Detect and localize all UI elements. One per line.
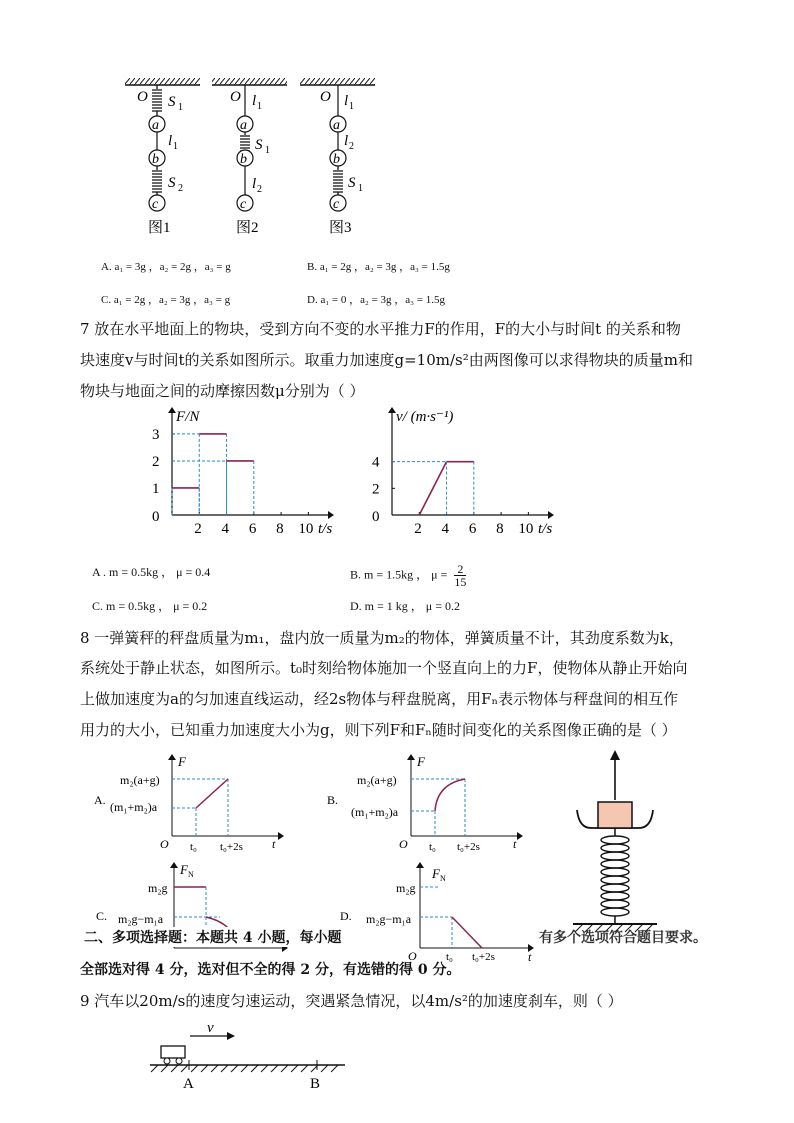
svg-text:2: 2: [178, 183, 183, 194]
q8-graph-a[interactable]: [90, 752, 290, 852]
svg-text:1: 1: [358, 183, 363, 194]
svg-text:A.: A.: [94, 793, 106, 807]
q8-stem-line-4: 用力的大小，已知重力加速度大小为g，则下列F和Fₙ随时间变化的关系图像正确的是（ ）: [80, 721, 677, 739]
svg-text:m₂g−m₁a: m₂g−m₁a: [366, 912, 412, 926]
figure-1-label: 图1: [148, 220, 171, 236]
svg-text:c: c: [152, 197, 159, 212]
svg-text:D.: D.: [340, 909, 352, 923]
svg-text:t₀: t₀: [446, 951, 453, 963]
svg-text:1: 1: [265, 145, 270, 156]
svg-text:2: 2: [349, 141, 354, 152]
svg-text:t: t: [528, 950, 532, 964]
force-chart-y-tick-label: 2: [152, 453, 160, 470]
svg-text:b: b: [333, 152, 340, 167]
svg-text:m₂(a+g): m₂(a+g): [120, 773, 160, 787]
svg-text:B.: B.: [327, 793, 339, 807]
svg-text:S: S: [168, 175, 176, 191]
svg-text:v: v: [207, 1020, 214, 1036]
q6-option-a[interactable]: A. a₁ = 3g ，a₂ = 2g ，a₃ = g: [101, 261, 231, 273]
svg-text:F: F: [178, 754, 186, 769]
svg-text:B: B: [310, 1076, 321, 1092]
force-chart-y-arrow: [168, 407, 176, 413]
svg-text:b: b: [152, 152, 159, 167]
svg-text:C.: C.: [96, 909, 108, 923]
section-2-heading-right: 有多个选项符合题目要求。: [539, 930, 707, 946]
svg-text:O: O: [230, 89, 241, 105]
q7-option-a[interactable]: A . m = 0.5kg ， μ = 0.4: [92, 565, 211, 579]
force-chart-y-tick-label: 1: [152, 480, 160, 497]
velocity-chart-x-tick-label: 8: [496, 521, 504, 537]
svg-text:O: O: [399, 837, 408, 851]
svg-text:F: F: [180, 862, 188, 877]
velocity-chart-y-tick-label: 4: [372, 454, 380, 471]
section-2-heading-left: 二、多项选择题：本题共 4 小题，每小题: [84, 930, 342, 946]
q7-stem-line-2: 块速度v与时间t的关系如图所示。取重力加速度g=10m/s²由两图像可以求得物块的质量m和: [80, 351, 693, 369]
svg-text:1: 1: [257, 101, 262, 112]
velocity-chart-y-tick-label: 2: [372, 481, 380, 498]
svg-text:a: a: [240, 118, 247, 133]
svg-text:t₀: t₀: [190, 841, 197, 852]
velocity-time-chart: [360, 405, 570, 540]
velocity-chart-data-segment: [419, 462, 446, 515]
svg-text:t₀+2s: t₀+2s: [220, 841, 243, 852]
svg-text:O: O: [408, 949, 417, 963]
svg-text:S: S: [255, 137, 263, 153]
section-2-heading: [84, 927, 344, 947]
svg-text:1: 1: [178, 102, 183, 113]
force-chart-x-tick-label: 2: [194, 521, 202, 537]
force-chart-x-tick-label: 8: [276, 521, 284, 537]
svg-text:t₀: t₀: [429, 841, 436, 852]
q7-stem-line-1: 7 放在水平地面上的物块，受到方向不变的水平推力F的作用，F的大小与时间t 的关系和物: [80, 320, 681, 338]
svg-text:m₂g: m₂g: [148, 881, 168, 895]
svg-text:1: 1: [173, 141, 178, 152]
figure-2-label: 图2: [236, 220, 259, 236]
svg-text:t: t: [272, 837, 276, 851]
velocity-chart-y-label: v/ (m·s⁻¹): [396, 409, 454, 425]
fraction: [454, 563, 466, 588]
svg-text:O: O: [320, 89, 331, 105]
svg-text:A: A: [183, 1076, 194, 1092]
q7-option-c[interactable]: C. m = 0.5kg ， μ = 0.2: [92, 599, 208, 613]
q8-stem-line-1: 8 一弹簧秤的秤盘质量为m₁，盘内放一质量为m₂的物体，弹簧质量不计，其劲度系数为k，: [80, 629, 684, 647]
svg-text:a: a: [152, 118, 159, 133]
svg-text:S: S: [168, 94, 176, 110]
force-chart-x-tick-label: 4: [221, 521, 230, 537]
force-chart-y-tick-label: 0: [152, 509, 160, 525]
force-chart-x-tick-label: 10: [298, 521, 314, 537]
velocity-chart-x-arrow: [548, 511, 554, 519]
svg-text:2: 2: [257, 184, 262, 195]
force-chart-y-tick-label: 3: [152, 426, 160, 443]
svg-text:t₀+2s: t₀+2s: [472, 951, 495, 963]
spring-figure-3: [300, 78, 375, 236]
svg-text:a: a: [333, 118, 340, 133]
svg-text:N: N: [440, 874, 446, 883]
svg-text:t: t: [513, 837, 517, 851]
velocity-chart-x-label: t/s: [538, 521, 553, 537]
q8-graph-b[interactable]: [325, 752, 535, 852]
section-2-scoring: 全部选对得 4 分，选对但不全的得 2 分，有选错的得 0 分。: [80, 962, 461, 978]
svg-text:O: O: [160, 837, 169, 851]
force-chart-x-tick-label: 6: [248, 521, 257, 537]
force-chart-y-label: F/N: [176, 409, 200, 425]
q7-stem-line-3: 物块与地面之间的动摩擦因数μ分别为（ ）: [80, 382, 365, 400]
svg-text:l: l: [344, 133, 349, 149]
q6-option-c[interactable]: C. a₁ = 2g ，a₂ = 3g ，a₃ = g: [101, 294, 231, 306]
velocity-chart-y-tick-label: 0: [372, 509, 380, 525]
velocity-chart-y-arrow: [388, 407, 396, 413]
q8-graph-d[interactable]: [338, 860, 548, 965]
force-time-chart: [140, 405, 350, 540]
force-chart-x-label: t/s: [318, 521, 333, 537]
fraction-numerator: 2: [454, 563, 466, 576]
svg-text:1: 1: [349, 101, 354, 112]
svg-text:O: O: [137, 89, 148, 105]
velocity-chart-x-tick-label: 2: [414, 521, 422, 537]
force-chart-x-arrow: [328, 511, 334, 519]
q7-option-b[interactable]: [350, 563, 466, 588]
velocity-chart-x-tick-label: 6: [468, 521, 477, 537]
svg-text:F: F: [417, 754, 425, 769]
svg-text:(m₁+m₂)a: (m₁+m₂)a: [110, 800, 158, 814]
svg-text:m₂g−m₁a: m₂g−m₁a: [118, 912, 164, 926]
svg-text:(m₁+m₂)a: (m₁+m₂)a: [351, 805, 399, 819]
spring-figures: [110, 72, 390, 247]
spring-figure-2: [212, 78, 287, 236]
svg-text:l: l: [344, 93, 349, 109]
svg-text:m₂(a+g): m₂(a+g): [357, 773, 397, 787]
q8-stem-line-3: 上做加速度为a的匀加速直线运动，经2s物体与秤盘脱离，用Fₙ表示物体与秤盘间的相互作: [80, 690, 679, 708]
spring-scale-diagram: [565, 750, 665, 940]
svg-text:c: c: [240, 197, 247, 212]
figure-3-label: 图3: [329, 220, 352, 236]
q6-option-b[interactable]: B. a₁ = 2g ，a₂ = 3g ，a₃ = 1.5g: [307, 261, 450, 273]
q6-option-d[interactable]: D. a₁ = 0 ，a₂ = 3g ，a₃ = 1.5g: [307, 294, 445, 306]
q7-option-d[interactable]: D. m = 1 kg ， μ = 0.2: [350, 599, 460, 613]
q9-stem: 9 汽车以20m/s的速度匀速运动，突遇紧急情况，以4m/s²的加速度刹车，则（ ）: [80, 992, 623, 1010]
q9-car-diagram: [145, 1020, 355, 1092]
svg-text:m₂g: m₂g: [396, 881, 416, 895]
svg-text:S: S: [348, 175, 356, 191]
svg-text:l: l: [252, 176, 257, 192]
velocity-chart-x-tick-label: 4: [441, 521, 450, 537]
svg-text:F: F: [432, 866, 440, 881]
q8-stem-line-2: 系统处于静止状态，如图所示。t₀时刻给物体施加一个竖直向上的力F，使物体从静止开始向: [80, 659, 688, 677]
spring-figure-1: [125, 78, 200, 236]
svg-text:t₀+2s: t₀+2s: [457, 841, 480, 852]
velocity-chart-x-tick-label: 10: [518, 521, 534, 537]
svg-text:l: l: [252, 93, 257, 109]
svg-text:c: c: [333, 197, 340, 212]
svg-text:l: l: [168, 133, 173, 149]
svg-text:N: N: [188, 870, 194, 879]
svg-text:b: b: [240, 152, 247, 167]
fraction-denominator: 15: [454, 575, 467, 589]
q7-option-b-text: B. m = 1.5kg ， μ =: [350, 567, 448, 582]
